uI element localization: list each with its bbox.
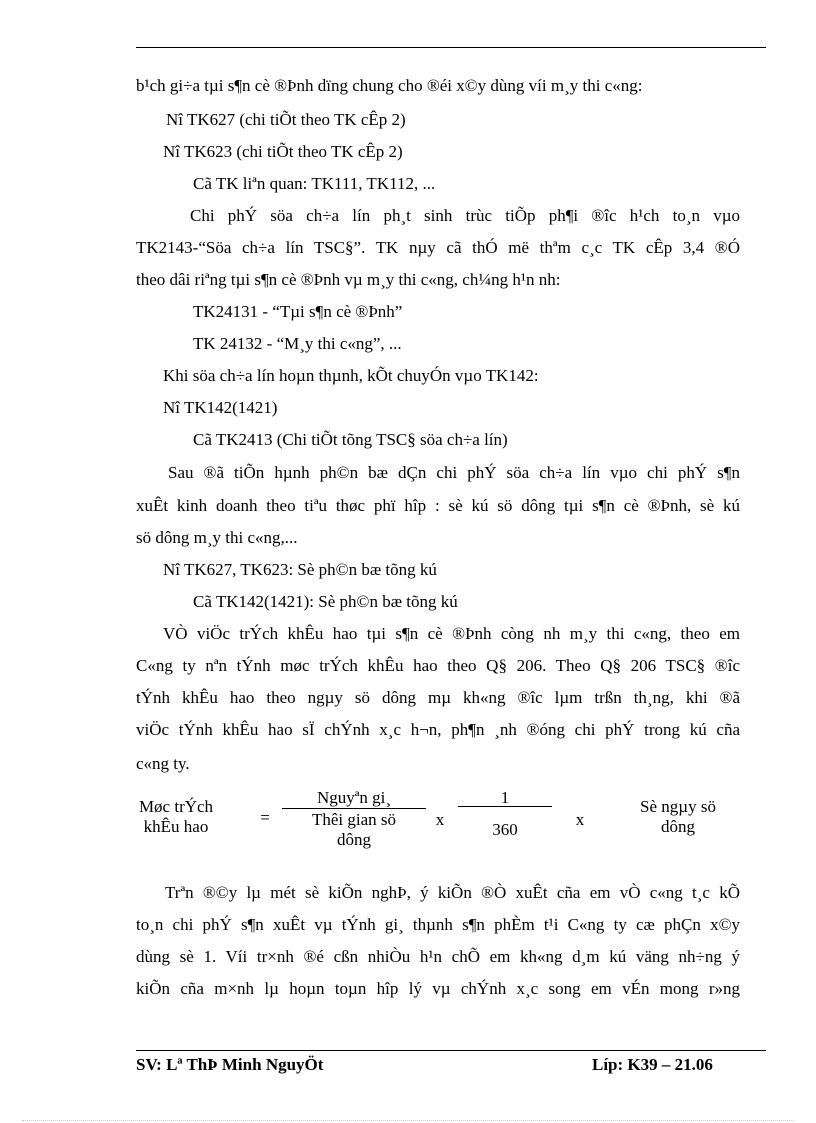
formula-rhs-line: Sè ngµy sö (640, 797, 716, 816)
fraction-1-denominator-line: Thêi gian sö (311, 810, 397, 829)
body-line: Sau ®ã tiÕn hµnh ph©n bæ dÇn chi phÝ söa ch÷a lín vµo chi phÝ s¶n (168, 463, 740, 482)
body-line: Khi söa ch÷a lín hoµn thµnh, kÕt chuyÓn vµo TK142: (163, 366, 539, 385)
body-line: xuÊt kinh doanh theo tiªu thøc phï hîp : sè kú sö dông tµi s¶n cè ®Þnh, sè kú (136, 496, 740, 515)
body-line: TK 24132 - “M¸y thi c«ng”, ... (193, 334, 402, 353)
fraction-2-denominator: 360 (492, 820, 518, 839)
body-line: Nî TK623 (chi tiÕt theo TK cÊp 2) (163, 142, 403, 161)
body-line: TK2143-“Söa ch÷a lín TSC§”. TK nµy cã thÓ më thªm c¸c TK cÊp 3,4 ®Ó (136, 238, 740, 257)
body-line: VÒ viÖc trÝch khÊu hao tµi s¶n cè ®Þnh còng nh m¸y thi c«ng, theo em (163, 624, 740, 643)
body-line: kiÕn cña m×nh lµ hoµn toµn hîp lý vµ chÝnh x¸c song em vÉn mong r»ng (136, 979, 740, 998)
footer-class: Líp: K39 – 21.06 (592, 1055, 713, 1074)
body-line: b¹ch gi÷a tµi s¶n cè ®Þnh dïng chung cho ®éi x©y dùng víi m¸y thi c«ng: (136, 76, 643, 95)
body-line: Nî TK142(1421) (163, 398, 278, 417)
footer-student: SV: Lª ThÞ Minh NguyÖt (136, 1055, 324, 1074)
depreciation-formula (136, 786, 766, 856)
body-line: C«ng ty nªn tÝnh møc trÝch khÊu hao theo Q§ 206. Theo Q§ 206 TSC§ ®îc (136, 656, 740, 675)
body-line: Trªn ®©y lµ mét sè kiÕn nghÞ, ý kiÕn ®Ò xuÊt cña em vÒ c«ng t¸c kÕ (165, 883, 740, 902)
formula-lhs-line: Møc trÝch (138, 797, 214, 816)
fraction-2-bar (458, 806, 552, 807)
body-line: Chi phÝ söa ch÷a lín ph¸t sinh trùc tiÕp ph¶i ®îc h¹ch to¸n vµo (190, 206, 740, 225)
body-line: c«ng ty. (136, 754, 190, 773)
fraction-1-denominator-line: dông (337, 830, 371, 849)
header-rule (136, 47, 766, 48)
body-line: Cã TK2413 (Chi tiÕt tõng TSC§ söa ch÷a lín) (193, 430, 508, 449)
body-line: viÖc tÝnh khÊu hao sÏ chÝnh x¸c h¬n, ph¶n ¸nh ®óng chi phÝ trong kú cña (136, 720, 740, 739)
body-line: TK24131 - “Tµi s¶n cè ®Þnh” (193, 302, 403, 321)
body-line: theo dâi riªng tµi s¶n cè ®Þnh vµ m¸y thi c«ng, ch¼ng h¹n nh: (136, 270, 561, 289)
formula-rhs (626, 797, 730, 837)
body-line: tÝnh khÊu hao theo ngµy sö dông mµ kh«ng ®îc lµm trßn th¸ng, khi ®ã (136, 688, 740, 707)
body-line: Cã TK142(1421): Sè ph©n bæ tõng kú (193, 592, 458, 611)
body-line: dùng sè 1. Víi tr×nh ®é cßn nhiÒu h¹n chÕ em kh«ng d¸m kú väng nh÷ng ý (136, 947, 740, 966)
page-edge (22, 1120, 794, 1121)
body-line: to¸n chi phÝ s¶n xuÊt vµ tÝnh gi¸ thµnh s¶n phÈm t¹i C«ng ty cæ phÇn x©y (136, 915, 740, 934)
body-line: Nî TK627, TK623: Sè ph©n bæ tõng kú (163, 560, 437, 579)
formula-lhs (136, 797, 216, 837)
fraction-1-numerator: Nguyªn gi¸ (316, 788, 392, 807)
fraction-2-numerator: 1 (500, 788, 510, 807)
body-line: Nî TK627 (chi tiÕt theo TK cÊp 2) (166, 110, 406, 129)
formula-lhs-line: khÊu hao (143, 817, 209, 836)
formula-times-1: x (435, 810, 445, 829)
formula-rhs-line: dông (661, 817, 695, 836)
fraction-1-denominator (284, 810, 424, 850)
body-line: Cã TK liªn quan: TK111, TK112, ... (193, 174, 436, 193)
fraction-1-bar (282, 808, 426, 809)
footer-rule (136, 1050, 766, 1051)
body-line: sö dông m¸y thi c«ng,... (136, 528, 298, 547)
formula-equals: = (260, 808, 270, 827)
formula-times-2: x (575, 810, 585, 829)
